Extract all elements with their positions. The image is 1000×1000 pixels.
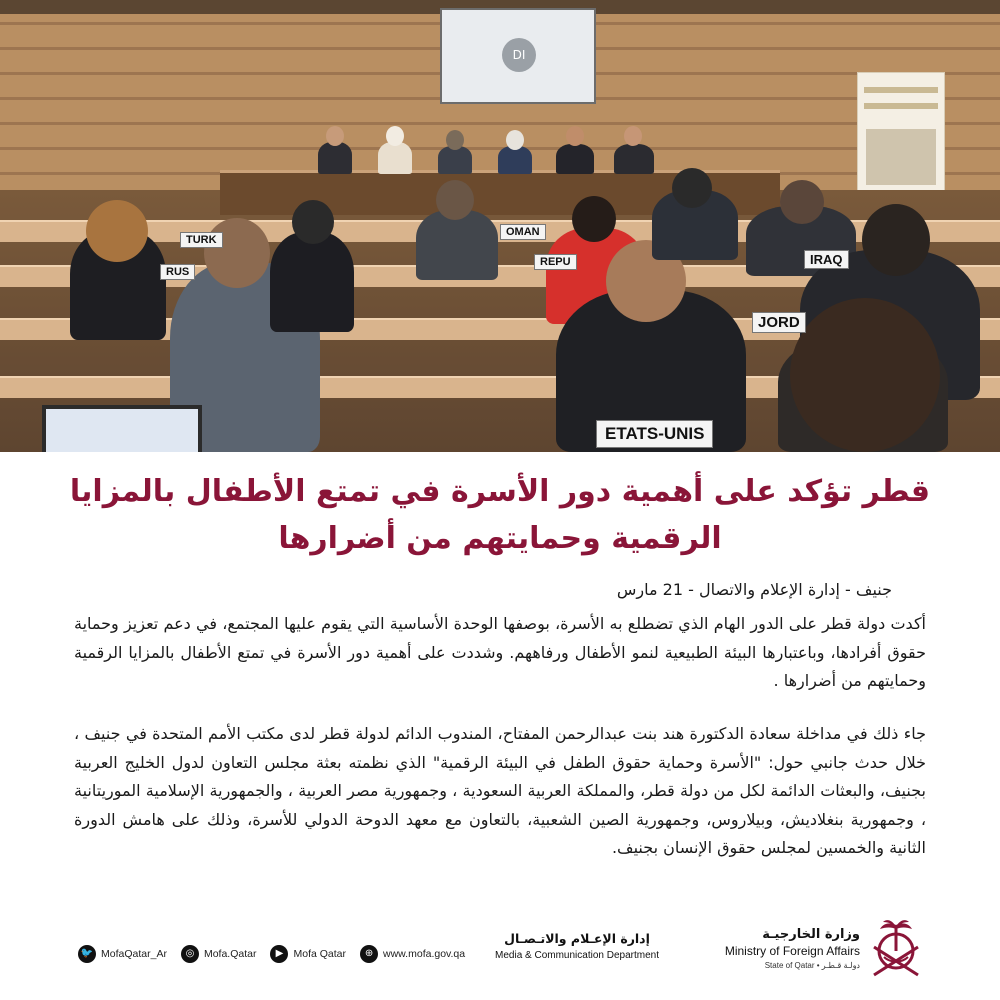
media-department-arabic: إدارة الإعـلام والاتـصـال (504, 931, 650, 946)
article-paragraph-2: جاء ذلك في مداخلة سعادة الدكتورة هند بنت عبدالرحمن المفتاح، المندوب الدائم لدولة قطر لدى مكتب الأمم المتحدة في جنيف ، خلال حدث جانبي حول: "الأسرة وحماية حقوق الطفل في البيئة الرقمية" الذي نظمته بعثة مجلس التعاون لدول الخليج العربية بجنيف، والبعثات الدائمة لكل من دولة قطر، والمملكة العربية السعودية ، وجمهورية مصر العربية ، والجمهورية الإسلامية الموريتانية ، وجمهورية بنغلاديش، وبيلاروس، وجمهورية الصين الشعبية، بالتعاون مع معهد الدوحة الدولي للأسرة، وذلك على هامش الدورة الثانية والخمسين لمجلس حقوق الإنسان بجنيف. (74, 724, 926, 857)
social-links (78, 945, 465, 963)
nameplate-russia: RUS (160, 264, 195, 280)
globe-icon: ⊕ (360, 945, 378, 963)
social-youtube[interactable] (270, 945, 346, 963)
qatar-emblem-icon (866, 917, 926, 983)
nameplate-usa: ETATS-UNIS (596, 420, 713, 448)
state-of-qatar: State of Qatar • دولـة قـطـر (764, 961, 860, 970)
ministry-english: Ministry of Foreign Affairs (724, 944, 860, 958)
nameplate-turkey: TURK (180, 232, 223, 248)
nameplate-oman: OMAN (500, 224, 546, 240)
media-department-logo (492, 931, 662, 961)
social-instagram[interactable] (181, 945, 257, 963)
laptop (42, 405, 202, 452)
social-website-label: www.mofa.gov.qa (383, 948, 466, 960)
projection-screen (440, 8, 596, 104)
nameplate-republic: REPU (534, 254, 577, 270)
media-department-english: Media & Communication Department (495, 950, 659, 961)
meeting-photo (0, 0, 1000, 452)
social-twitter-label: MofaQatar_Ar (101, 948, 167, 960)
article-byline: جنيف - إدارة الإعلام والاتصال - 21 مارس (616, 580, 892, 599)
social-website[interactable] (360, 945, 465, 963)
nameplate-jordan: JORD (752, 312, 806, 333)
screen-logo: DI (502, 38, 536, 72)
ministry-logo-text (700, 927, 860, 970)
event-rollup-banner (857, 72, 945, 192)
footer (0, 905, 1000, 1000)
youtube-icon: ▶ (270, 945, 288, 963)
instagram-icon: ◎ (181, 945, 199, 963)
social-twitter[interactable] (78, 945, 167, 963)
article-paragraph-1: أكدت دولة قطر على الدور الهام الذي تضطلع به الأسرة، بوصفها الوحدة الأساسية التي يقوم عليها المجتمع، في دعم تعزيز وحماية حقوق أفرادها، وباعتبارها البيئة الطبيعية لنمو الأطفال ورفاههم. وشددت على أهمية دور الأسرة في تمتع الأطفال بالمزايا الرقمية وحمايتهم من أضرارها . (74, 614, 926, 690)
nameplate-iraq: IRAQ (804, 250, 849, 269)
twitter-icon: 🐦 (78, 945, 96, 963)
social-youtube-label: Mofa Qatar (293, 948, 347, 960)
article-title: قطر تؤكد على أهمية دور الأسرة في تمتع الأطفال بالمزايا الرقمية وحمايتهم من أضرارها (69, 474, 931, 556)
ministry-arabic: وزارة الخارجيـة (762, 927, 860, 942)
social-instagram-label: Mofa.Qatar (203, 948, 257, 960)
